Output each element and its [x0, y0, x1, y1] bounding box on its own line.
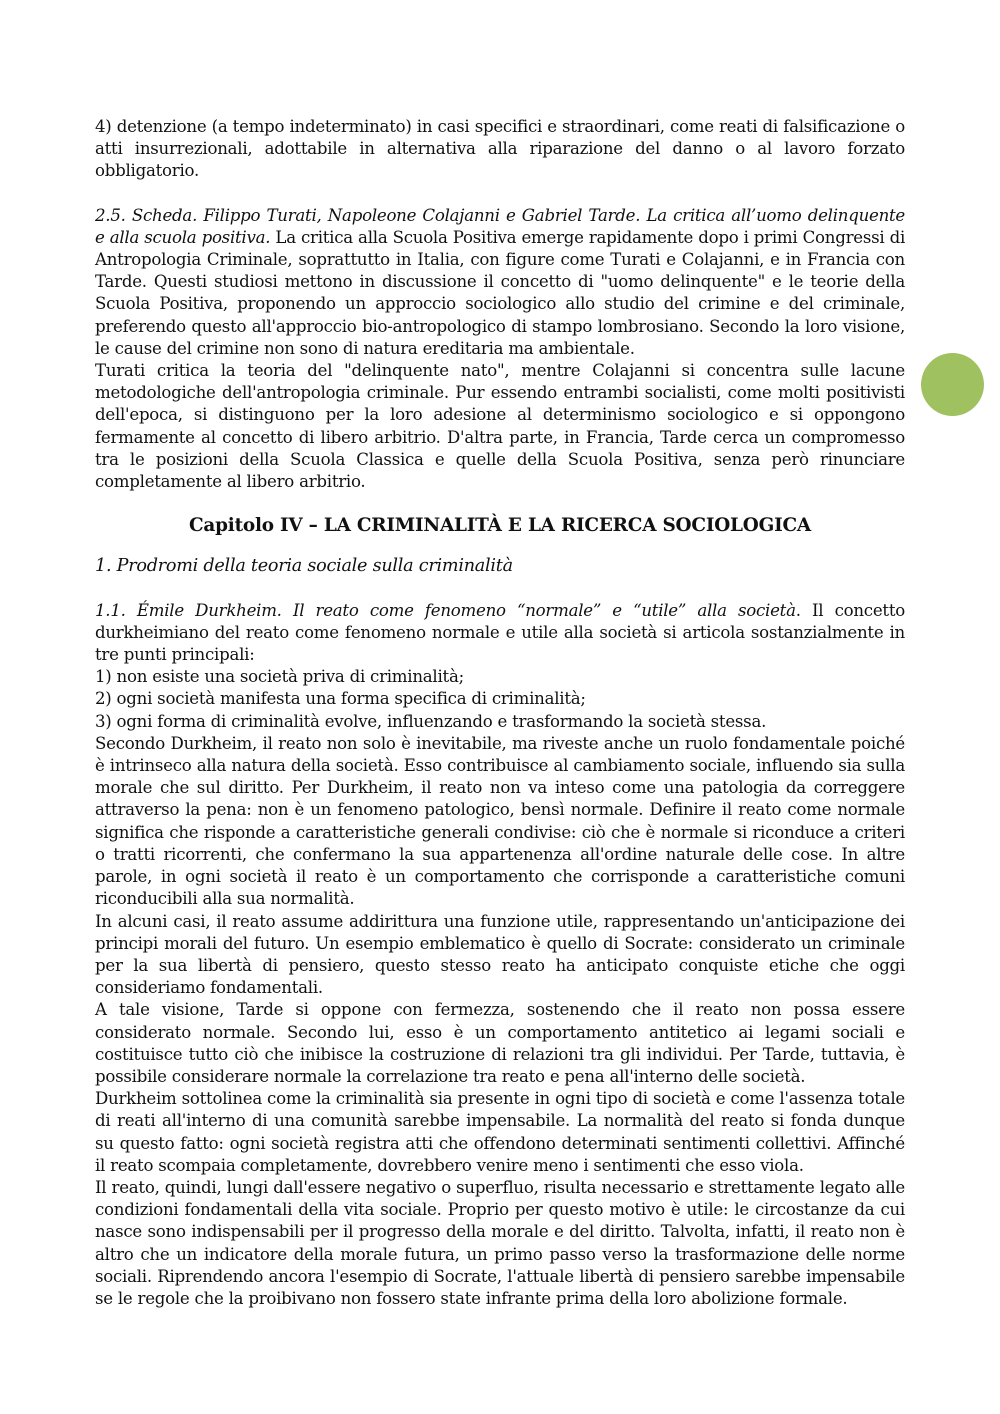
paragraph-detention-point-4: 4) detenzione (a tempo indeterminato) in casi specifici e straordinari, come reati di falsificazione o atti insurrezionali, adottabile in alternativa alla riparazione del danno o al lavoro forzato obbligatorio.	[95, 117, 905, 181]
paragraph-durkheim-inevitable: Secondo Durkheim, il reato non solo è inevitabile, ma riveste anche un ruolo fondamentale poiché è intrinseco alla natura della società. Esso contribuisce al cambiamento sociale, influendo sia sulla morale che sul diritto. Per Durkheim, il reato non va inteso come una patologia da correggere attraverso la pena: non è un fenomeno patologico, bensì normale. Definire il reato come normale significa che risponde a caratteristiche generali condivise: ciò che è normale si riconduce a criteri o tratti ricorrenti, che confermano la sua appartenenza all'ordine naturale delle cose. In altre parole, in ogni società il reato è un comportamento che corrisponde a caratteristiche comuni riconducibili alla sua normalità.	[95, 733, 905, 909]
paragraph-criminality-presence: Durkheim sottolinea come la criminalità sia presente in ogni tipo di società e come l'assenza totale di reati all'interno di una comunità sarebbe impensabile. La normalità del reato si fonda dunque su questo fatto: ogni società registra atti che offendono determinati sentimenti collettivi. Affinché il reato scompaia completamente, dovrebbero venire meno i sentimenti che esso viola.	[95, 1089, 905, 1175]
durkheim-intro-text: . Il concetto durkheimiano del reato come fenomeno normale e utile alla società si articola sostanzialmente in tre punti principali:	[95, 600, 905, 665]
paragraph-turati-colajanni: Turati critica la teoria del "delinquente nato", mentre Colajanni si concentra sulle lacune metodologiche dell'antropologia criminale. Pur essendo entrambi socialisti, come molti positivisti dell'epoca, si distinguono per la loro adesione al determinismo sociologico e si oppongono fermamente al concetto di libero arbitrio. D'altra parte, in Francia, Tarde cerca un compromesso tra le posizioni della Scuola Classica e quelle della Scuola Positiva, senza però rinunciare completamente al libero arbitrio.	[95, 361, 905, 492]
scheda-body: La critica alla Scuola Positiva emerge rapidamente dopo i primi Congressi di Antropologia Criminale, soprattutto in Italia, con figure come Turati e Colajanni, e in Francia con Tarde. Questi studiosi mettono in discussione il concetto di "uomo delinquente" e le teorie della Scuola Positiva, proponendo un approccio sociologico allo studio del crimine e del criminale, preferendo questo all'approccio bio-antropologico di stampo lombrosiano. Secondo la loro visione, le cause del crimine non sono di natura ereditaria ma ambientale.	[95, 227, 905, 358]
durkheim-title: 1.1. Émile Durkheim. Il reato come fenomeno “normale” e “utile” alla società	[95, 600, 796, 620]
chapter-title: Capitolo IV – LA CRIMINALITÀ E LA RICERCA SOCIOLOGICA	[188, 515, 812, 537]
scheda-title: 2.5. Scheda. Filippo Turati, Napoleone Colajanni e Gabriel Tarde. La critica all’uomo delinquente e alla scuola positiva.	[95, 205, 905, 247]
paragraph-tarde-opposition: A tale visione, Tarde si oppone con fermezza, sostenendo che il reato non possa essere considerato normale. Secondo lui, esso è un comportamento antitetico ai legami sociali e costituisce tutto ciò che inibisce la costruzione di relazioni tra gli individui. Per Tarde, tuttavia, è possibile considerare normale la correlazione tra reato e pena all'interno delle società.	[95, 1000, 905, 1086]
list-item-point-2: 2) ogni società manifesta una forma specifica di criminalità;	[95, 689, 586, 709]
green-circle-marker	[921, 353, 984, 416]
document-page	[95, 116, 905, 1310]
paragraph-durkheim-intro	[95, 600, 905, 667]
list-item-point-1: 1) non esiste una società priva di criminalità;	[95, 667, 464, 687]
list-item-point-3: 3) ogni forma di criminalità evolve, influenzando e trasformando la società stessa.	[95, 711, 767, 731]
paragraph-socrate-example: In alcuni casi, il reato assume addirittura una funzione utile, rappresentando un'anticipazione dei principi morali del futuro. Un esempio emblematico è quello di Socrate: considerato un criminale per la sua libertà di pensiero, questo stesso reato ha anticipato conquiste etiche che oggi consideriamo fondamentali.	[95, 911, 905, 998]
section-title: 1. Prodromi della teoria sociale sulla criminalità	[95, 556, 513, 577]
paragraph-reato-utile: Il reato, quindi, lungi dall'essere negativo o superfluo, risulta necessario e strettamente legato alle condizioni fondamentali della vita sociale. Proprio per questo motivo è utile: le circostanze da cui nasce sono indispensabili per il progresso della morale e del diritto. Talvolta, infatti, il reato non è altro che un indicatore della morale futura, un primo passo verso la trasformazione delle norme sociali. Riprendendo ancora l'esempio di Socrate, l'attuale libertà di pensiero sarebbe impensabile se le regole che la proibivano non fossero state infrante prima della loro abolizione formale.	[95, 1177, 905, 1308]
paragraph-scheda-critica	[95, 205, 905, 360]
